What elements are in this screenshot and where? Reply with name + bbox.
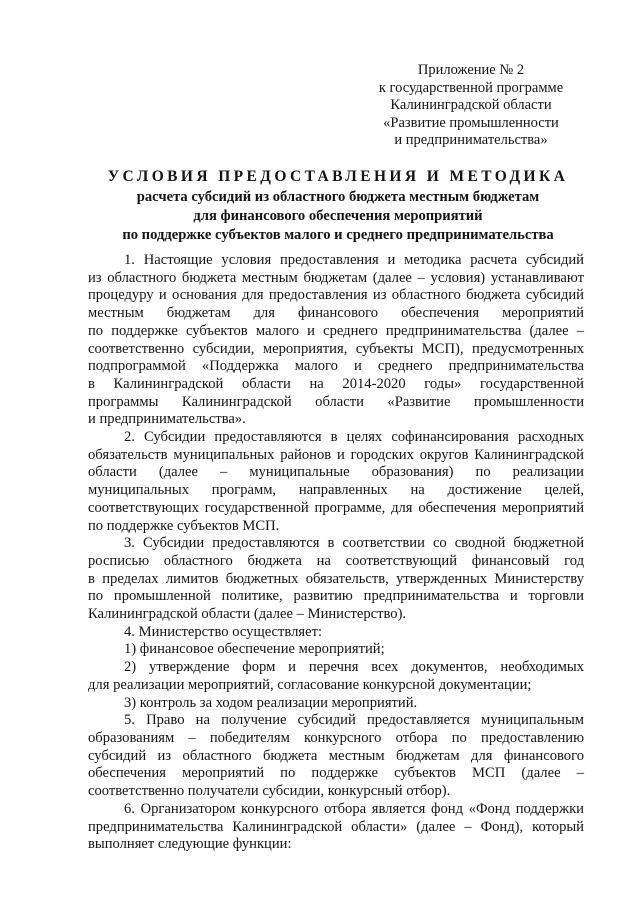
subtitle-line: для финансового обеспечения мероприятий — [193, 208, 483, 224]
paragraph — [88, 801, 584, 854]
paragraph — [88, 535, 584, 624]
paragraph — [88, 712, 584, 801]
appendix-note — [340, 62, 602, 150]
appendix-line: «Развитие промышленности — [383, 114, 559, 131]
paragraph-line: 3. Субсидии предоставляются в соответствии со сводной бюджетной — [124, 535, 584, 552]
subtitle-line: расчета субсидий из областного бюджета местным бюджетам — [136, 189, 540, 205]
appendix-line: Приложение № 2 — [417, 62, 525, 78]
subtitle-line: по поддержке субъектов малого и среднего предпринимательства — [122, 227, 554, 243]
paragraph-line: по поддержке субъектов малого и среднего предпринимательства (далее – — [88, 322, 584, 339]
document-subtitle — [88, 188, 588, 245]
paragraph-line: 5. Право на получение субсидий предоставляется муниципальным — [124, 712, 584, 729]
paragraph-line: 6. Организатором конкурсного отбора является фонд «Фонд поддержки — [124, 800, 584, 817]
paragraph-line: 4. Министерство осуществляет: — [124, 623, 322, 640]
paragraph — [88, 624, 584, 642]
paragraph-line: и предпринимательства». — [88, 411, 246, 428]
paragraph-line: муниципальных программ, направленных на достижение целей, — [88, 482, 584, 499]
paragraph — [88, 641, 584, 659]
paragraph-line: области (далее – муниципальные образования) по реализации — [88, 464, 584, 481]
paragraph-line: обязательств муниципальных районов и городских округов Калининградской — [88, 446, 584, 463]
paragraph-line: выполняет следующие функции: — [88, 836, 292, 853]
paragraph-line: 3) контроль за ходом реализации мероприятий. — [124, 694, 418, 711]
paragraph-line: соответствующих государственной программе, для обеспечения мероприятий — [88, 499, 584, 516]
paragraph-line: подпрограммой «Поддержка малого и среднего предпринимательства — [88, 358, 584, 375]
paragraph-line: программы Калининградской области «Развитие промышленности — [88, 393, 584, 410]
paragraph-line: в Калининградской области на 2014-2020 годы» государственной — [88, 375, 584, 392]
paragraph — [88, 695, 584, 713]
paragraph-line: процедуру и основания для предоставления из областного бюджета субсидий — [88, 287, 584, 304]
paragraph-line: Калининградской области (далее – Министерство). — [88, 606, 407, 623]
paragraph-line: 2) утверждение форм и перечня всех документов, необходимых — [124, 659, 584, 676]
paragraph-line: по промышленной политике, развитию предпринимательства и торговли — [88, 588, 584, 605]
paragraph-line: субсидий из областного бюджета местным бюджетам для финансового — [88, 747, 584, 764]
paragraph-line: 1. Настоящие условия предоставления и методика расчета субсидий — [124, 252, 584, 268]
appendix-line: и предпринимательства» — [394, 132, 548, 149]
paragraph-line: обеспечения мероприятий по поддержке субъектов МСП (далее – — [88, 765, 584, 782]
paragraph-line: предпринимательства Калининградской области» (далее – Фонд), который — [88, 818, 584, 835]
paragraph-line: 1) финансовое обеспечение мероприятий; — [124, 641, 385, 658]
paragraph-line: из областного бюджета местным бюджетам (далее – условия) устанавливают — [88, 269, 584, 286]
paragraph-line: росписью областного бюджета на соответствующий финансовый год — [88, 552, 584, 569]
paragraph — [88, 659, 584, 694]
paragraph-line: соответственно субсидии, мероприятия, субъекты МСП), предусмотренных — [88, 340, 584, 357]
document-body — [88, 252, 584, 854]
paragraph — [88, 429, 584, 535]
paragraph-line: образованиям – победителям конкурсного отбора по предоставлению — [88, 729, 584, 746]
paragraph-line: по поддержке субъектов МСП. — [88, 517, 280, 534]
appendix-line: к государственной программе — [378, 79, 564, 96]
paragraph-line: соответственно получатели субсидии, конкурсный отбор). — [88, 783, 451, 800]
paragraph-line: 2. Субсидии предоставляются в целях софинансирования расходных — [124, 429, 584, 446]
document-title: УСЛОВИЯ ПРЕДОСТАВЛЕНИЯ И МЕТОДИКА — [107, 168, 569, 185]
paragraph-line: в пределах лимитов бюджетных обязательств, утвержденных Министерству — [88, 570, 584, 587]
paragraph-line: для реализации мероприятий, согласование конкурсной документации; — [88, 676, 532, 693]
appendix-line: Калининградской области — [390, 97, 552, 114]
paragraph — [88, 252, 584, 429]
paragraph-line: местным бюджетам для финансового обеспечения мероприятий — [88, 305, 584, 322]
